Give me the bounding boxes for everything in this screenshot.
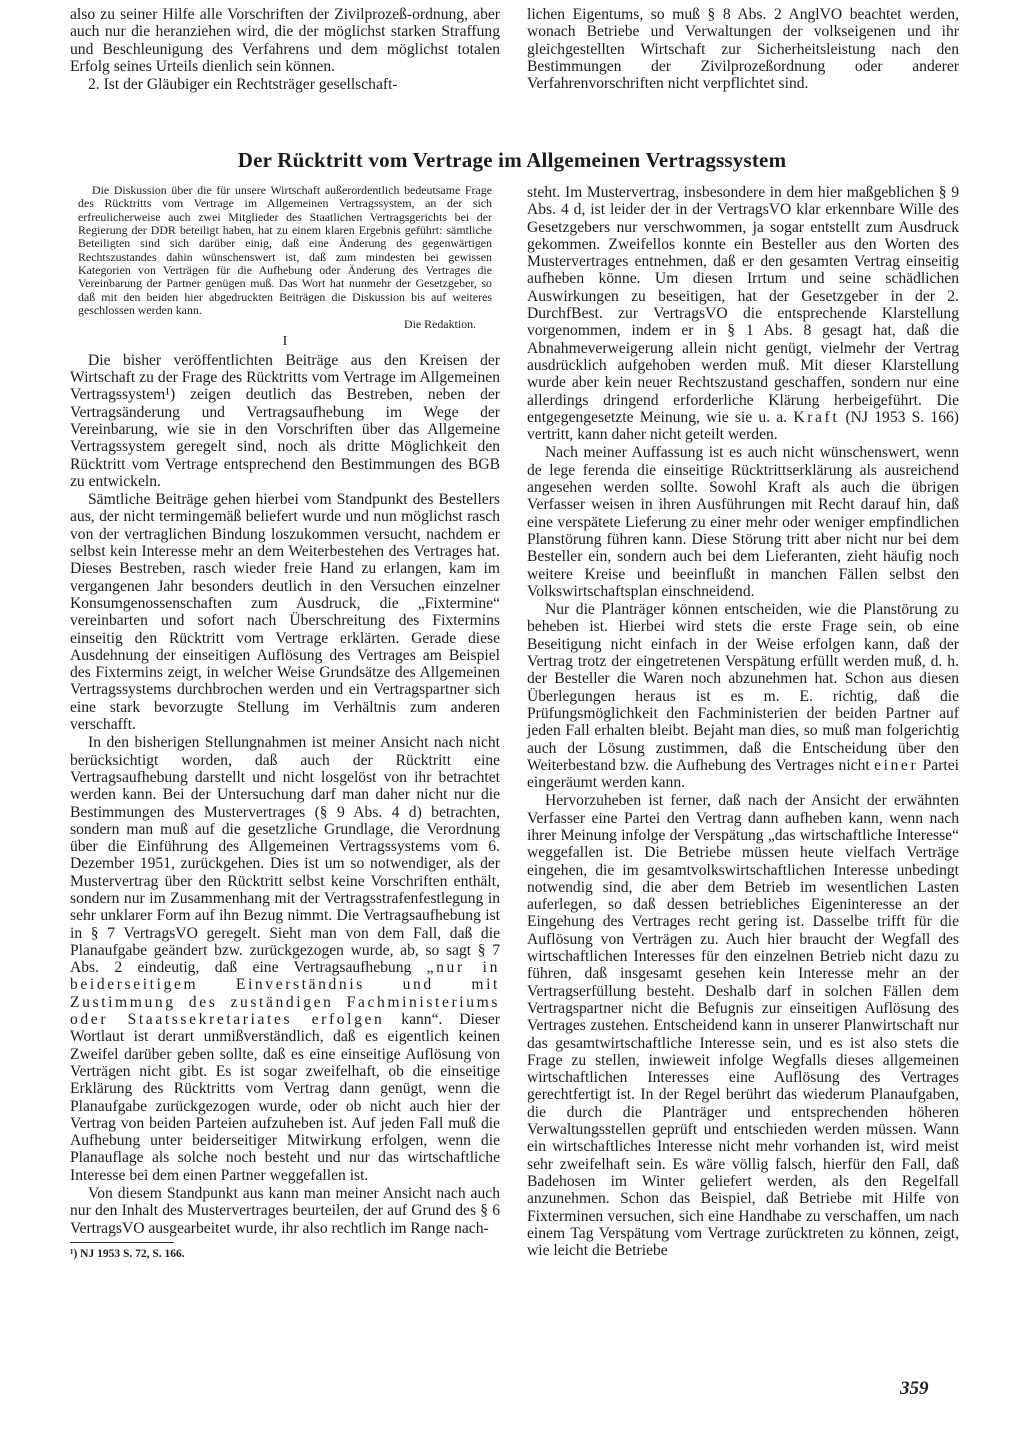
top-right-column [527, 6, 959, 92]
paragraph: Hervorzuheben ist ferner, daß nach der Ansicht der erwähnten Verfasser eine Partei den Vertrag dann aufheben kann, wenn nach ihrer Meinung infolge der Verspätung „das wirtschaftliche Interesse“ weggefallen ist. Die Betriebe müssen heute vielfach Verträge eingehen, die im gesamtvolkswirtschaftlichen Interesse unbedingt notwendig sind, die aber dem Betrieb im wesentlichen Lasten auferlegen, so daß dessen betriebliches Eigeninteresse an der Eingehung des Vertrages recht gering ist. Dasselbe trifft für die Auflösung von Verträgen zu. Auch hier braucht der Wegfall des wirtschaftlichen Interesses für den einzelnen Betrieb nicht dazu zu führen, daß insgesamt gesehen kein Interesse mehr an der Vertragserfüllung besteht. Deshalb darf in solchen Fällen dem Vertragspartner nicht die Befugnis zur einseitigen Auflösung des Vertrages zustehen. Entscheidend kann in unserer Planwirtschaft nur das gesamtwirtschaftliche Interesse sein, und es ist also stets die Frage zu stellen, inwieweit infolge Wegfalls dieses allgemeinen wirtschaftlichen Interesses eine Auflösung des Vertrages gerechtfertigt ist. In der Regel berührt das wiederum Planaufgaben, die durch die Planträger und entsprechenden höheren Verwaltungsstellen geprüft und entschieden werden müssen. Wann ein wirtschaftliches Interesse nicht mehr vorhanden ist, wird meist sehr zweifelhaft sein. Es wäre völlig falsch, hierfür den Fall, daß Badehosen im Winter geliefert werden, als den Regelfall anzunehmen. Schon das Beispiel, daß Betriebe mit Hilfe von Fixterminen versuchen, sich eine Handhabe zu verschaffen, um nach einem Tag Verspätung vom Vertrage zurücktreten zu können, zeigt, wie leicht die Betriebe [527, 792, 959, 1260]
paragraph-text: (NJ 1953 S. 166) vertritt, kann daher nicht geteilt werden. [527, 408, 959, 444]
paragraph: Die bisher veröffentlichten Beiträge aus den Kreisen der Wirtschaft zu der Frage des Rücktritts vom Vertrage im Allgemeinen Vertragssystem¹) zeigen deutlich das Bestreben, neben der Vertragsänderung und Vertragsaufhebung im Wege der Vereinbarung, wie sie in den Vorschriften über das Allgemeine Vertragssystem geregelt sind, noch als dritte Möglichkeit den Rücktritt vom Vertrage entsprechend den Bestimmungen des BGB zu entwickeln. [70, 351, 500, 490]
paragraph: Von diesem Standpunkt aus kann man meiner Ansicht nach auch nur den Inhalt des Mustervertrages beurteilen, der auf Grund des § 6 VertragsVO ausgearbeitet wurde, ihr also rechtlich im Range nach- [70, 1185, 500, 1237]
top-left-column [70, 6, 500, 93]
paragraph [70, 734, 500, 1184]
footnote: ¹) NJ 1953 S. 72, S. 166. [70, 1247, 185, 1260]
paragraph-text: Nur die Planträger können entscheiden, wie die Planstörung zu beheben ist. Hierbei wird stets die erste Frage sein, ob eine Beseitigung nicht einfach in der Weise erfolgen kann, daß der Vertrag trotz der eingetretenen Verspätung erfüllt werden muß, d. h. der Besteller die Waren noch abzunehmen hat. Schon aus diesen Überlegungen heraus ist es m. E. richtig, daß die Prüfungsmöglichkeit den Fachministerien der beiden Partner auf jeden Fall erhalten bleibt. Bejaht man dies, so muß man folgerichtig auch der Lösung zustimmen, daß die Entscheidung über den Weiterbestand bzw. die Aufhebung des Vertrages nicht [527, 601, 959, 774]
paragraph: lichen Eigentums, so muß § 8 Abs. 2 AnglVO beachtet werden, wonach Betriebe und Verwaltungen der volkseigenen und ihr gleichgestellten Wirtschaft zur Sicherheitsleistung nach den Bestimmungen der Zivilprozeßordnung oder anderer Verfahrenvorschriften nicht verpflichtet sind. [527, 6, 959, 93]
paragraph: Sämtliche Beiträge gehen hierbei vom Standpunkt des Bestellers aus, der nicht termingemäß beliefert wurde und nun möglichst rasch von der vertraglichen Bindung loszukommen versucht, nachdem er selbst kein Interesse mehr an dem Weiterbestehen des Vertrages hat. Dieses Bestreben, rasch wieder freie Hand zu erlangen, kam im vergangenen Jahr besonders deutlich in den Versuchen einzelner Konsumgenossenschaften zum Ausdruck, die „Fixtermine“ vereinbarten und sofort nach Überschreitung des Fixtermins einseitig den Rücktritt vom Vertrage erklärten. Gerade diese Ausdehnung der einseitigen Auflösung des Vertrages am Beispiel des Fixtermins zeigt, in welcher Weise Grundsätze des Allgemeinen Vertragssystems durchbrochen werden und ein Vertragspartner sich eine stark bevorzugte Stellung im Verhältnis zum anderen verschafft. [70, 491, 500, 734]
paragraph: also zu seiner Hilfe alle Vorschriften der Zivilprozeß-ordnung, aber auch nur die heranziehen wird, die der möglichst starken Straffung und Beschleunigung des Verfahrens und dem möglichst totalen Erfolg seines Urteils dienlich sein können. [70, 6, 500, 75]
paragraph: 2. Ist der Gläubiger ein Rechtsträger gesellschaft- [88, 76, 398, 94]
footnote-divider [70, 1242, 174, 1243]
paragraph: Nach meiner Auffassung ist es auch nicht wünschenswert, wenn de lege ferenda die einseitige Rücktrittserklärung als ausreichend angesehen werden sollte. Sowohl Kraft als auch die übrigen Verfasser weisen in ihren Ausführungen mit Recht darauf hin, daß eine verspätete Lieferung zu einer mehr oder weniger empfindlichen Planstörung führen kann. Diese Störung tritt aber nicht nur bei dem Besteller ein, sondern auch bei dem Lieferanten, zieht häufig noch weitere Kreise und beeinflußt in manchen Fällen selbst den Volkswirtschaftsplan einschneidend. [527, 444, 959, 600]
author-name: Kraft [793, 408, 840, 426]
paragraph-text: In den bisherigen Stellungnahmen ist meiner Ansicht nach nicht berücksichtigt worden, daß auch der Rücktritt eine Vertragsaufhebung darstellt und nicht losgelöst von ihr betrachtet werden kann. Bei der Untersuchung darf man daher nicht nur die Bestimmungen des Mustervertrages (§ 9 Abs. 4 d) betrachten, sondern man muß auf die gesetzliche Grundlage, die Verordnung über die Einführung des Allgemeinen Vertragssystems vom 6. Dezember 1951, zurückgehen. Dies ist um so notwendiger, als der Mustervertrag über den Rücktritt selbst keine Vorschriften enthält, sondern nur im Zusammenhang mit der Vertragsstrafenfestlegung in sehr unklarer Form auf ihn Bezug nimmt. Die Vertragsaufhebung ist in § 7 VertragsVO geregelt. Sieht man von dem Fall, daß die Planaufgabe geändert bzw. zurückgezogen wurde, ab, so sagt § 7 Abs. 2 eindeutig, daß eine Vertragsaufhebung [70, 734, 500, 977]
paragraph-text: Partei eingeräumt werden kann. [527, 756, 959, 792]
paragraph-text: steht. Im Mustervertrag, insbesondere in dem hier maßgeblichen § 9 Abs. 4 d, ist leider der in der VertragsVO klar erkennbare Wille des Gesetzgebers nur verschwommen, ja sogar entstellt zum Ausdruck gekommen. Zweifellos konnte ein Besteller aus den Worten des Mustervertrages entnehmen, daß er den gesamten Vertrag einseitig aufheben könne. Um diesen Irrtum und seine schädlichen Auswirkungen zu beseitigen, hat der Gesetzgeber in der 2. DurchfBest. zur VertragsVO die entsprechende Klarstellung vorgenommen, indem er in § 1 Abs. 8 gesagt hat, daß die Abnahmeverweigerung allein nicht genügt, vielmehr der Vertrag ausdrücklich aufgehoben werden muß. Mit dieser Klarstellung wurde aber kein neuer Rechtszustand geschaffen, sondern nur eine allerdings dringend erforderliche Klärung herbeigeführt. Die entgegengesetzte Meinung, wie sie u. a. [527, 184, 959, 426]
article-left-column [70, 184, 500, 1261]
paragraph [527, 184, 959, 443]
page-number: 359 [900, 1378, 929, 1399]
editorial-intro [70, 184, 500, 332]
intro-text: Die Diskussion über die für unsere Wirtschaft außerordentlich bedeutsame Frage des Rücktritts vom Vertrage im Allgemeinen Vertragssystem, an der sich erfreulicherweise auch zwei Mitglieder des Staatlichen Vertragsgerichts bei der Regierung der DDR beteiligt haben, hat zu einem klaren Ergebnis geführt: sämtliche Beteiligten sind sich darüber einig, daß eine Änderung des gegenwärtigen Rechtszustandes dahin wünschenswert ist, daß zum mindesten bei gewissen Kategorien von Verträgen für die Aufhebung oder Änderung des Vertrages die Vereinbarung der Partner genügen muß. Das Wort hat nunmehr der Gesetzgeber, so daß mit den beiden hier abgedruckten Beiträgen die Diskussion bis auf weiteres geschlossen werden kann. [78, 183, 492, 318]
article-right-column [527, 184, 959, 1259]
paragraph [527, 601, 959, 791]
section-heading: I [282, 333, 288, 349]
paragraph-text: kann“. Dieser Wortlaut ist derart unmißverständlich, daß es eigentlich keinen Zweifel darüber geben sollte, daß es eine einseitige Auflösung von Verträgen nicht gibt. Es ist sogar zweifelhaft, ob die einseitige Erklärung des Rücktritts vom Vertrag dann genügt, wenn die Planaufgabe zurückgezogen wurde, oder ob nicht auch hier der Vertrag von beiden Parteien aufzuheben ist. Auf jeden Fall muß die Aufhebung unter beiderseitiger Mitwirkung erfolgen, wenn die Planauflage als solche noch besteht und nur das wirtschaftliche Interesse bei dem einen Partner weggefallen ist. [70, 1011, 500, 1184]
emphasized-word: einer [874, 756, 919, 774]
editorial-signature: Die Redaktion. [404, 317, 476, 332]
quoted-statute: „nur in beiderseitigem Einverständnis und mit Zustimmung des zuständigen Fachministeriums oder Staatssekretariates erfolgen [70, 959, 500, 1029]
article-title: Der Rücktritt vom Vertrage im Allgemeinen Vertragssystem [237, 148, 787, 172]
